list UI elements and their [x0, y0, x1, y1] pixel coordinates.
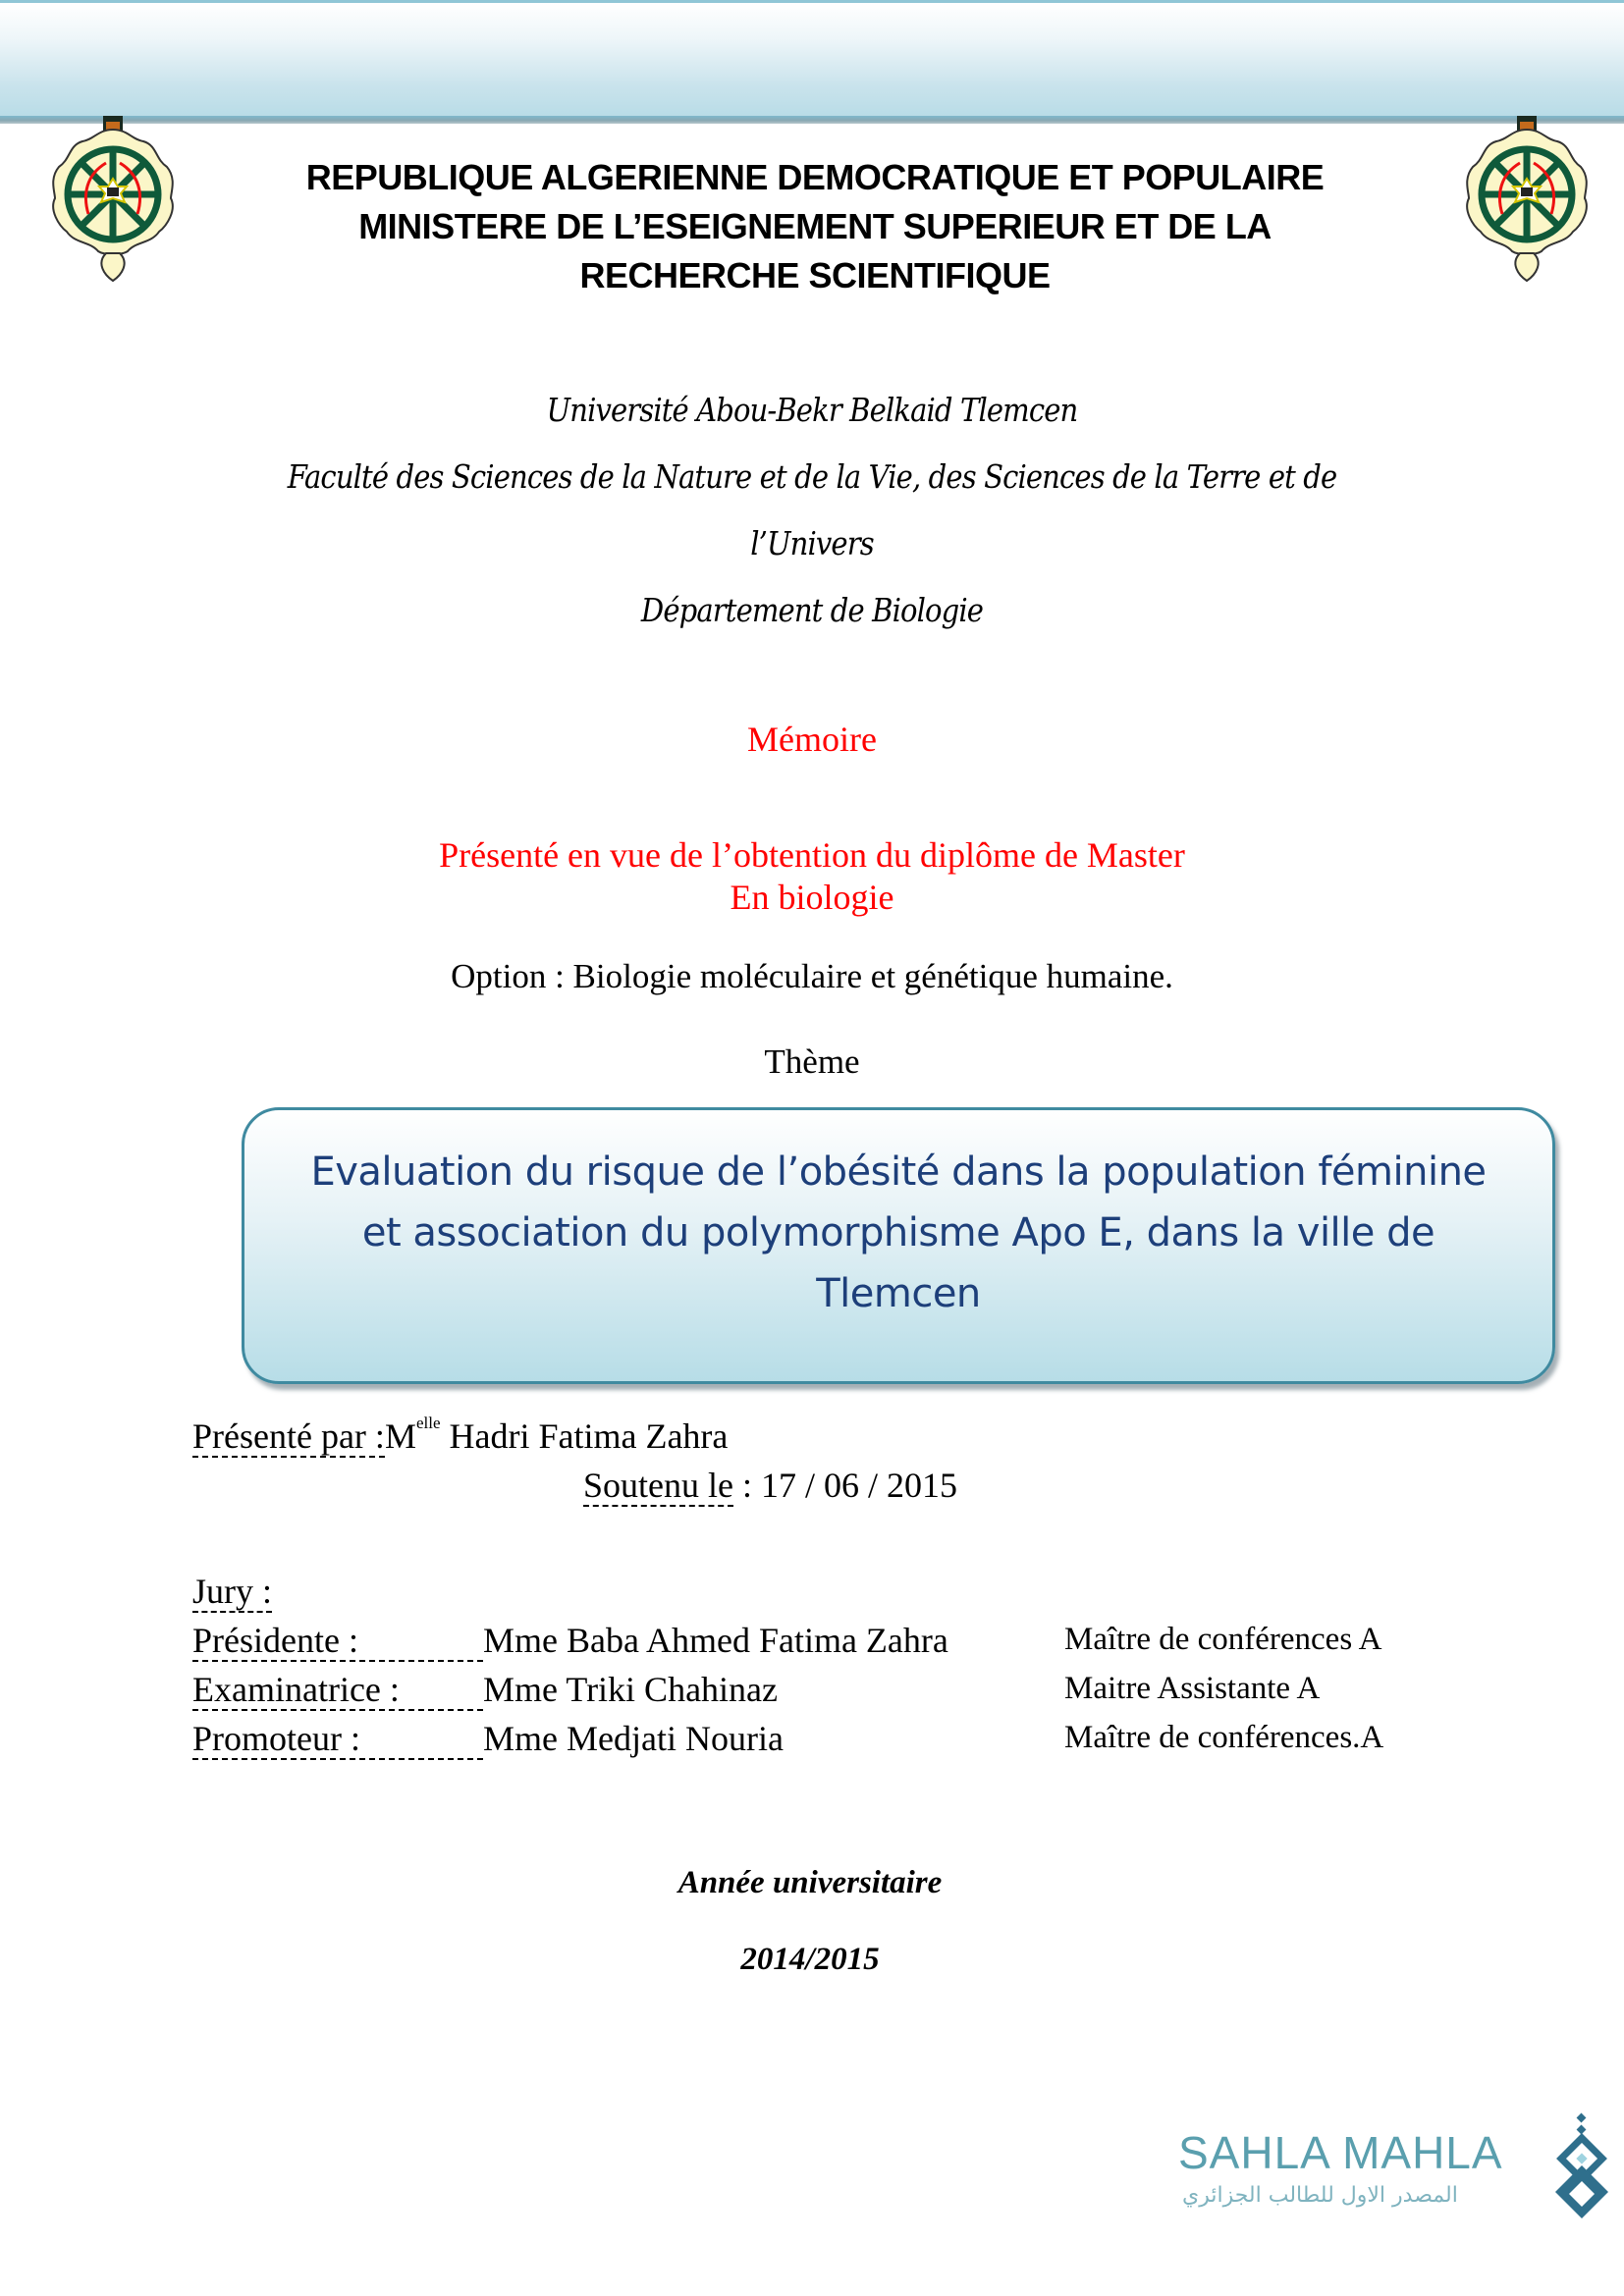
university-emblem-icon: [49, 116, 177, 283]
defended-label: Soutenu le: [583, 1466, 733, 1505]
jury-member: [192, 1665, 779, 1714]
department-name: Département de Biologie: [640, 591, 984, 629]
title-sup: elle: [415, 1414, 441, 1432]
theme-line-2: et association du polymorphisme Apo E, dans la ville de: [361, 1210, 1435, 1255]
jury-name: Mme Medjati Nouria: [483, 1719, 784, 1758]
faculty-name: Faculté des Sciences de la Nature et de la Vie, des Sciences de la Terre et de: [287, 457, 1337, 496]
document-type: Mémoire: [747, 720, 877, 759]
faculty-name-cont: l’Univers: [750, 524, 874, 562]
jury-heading: [192, 1567, 272, 1616]
defense-date: 17 / 06 / 2015: [761, 1466, 958, 1505]
theme-line-3: Tlemcen: [816, 1271, 981, 1316]
degree-purpose: Présenté en vue de l’obtention du diplôme de Master: [439, 835, 1185, 875]
jury-role: Promoteur :: [192, 1719, 483, 1760]
academic-year-value: 2014/2015: [740, 1942, 880, 1977]
ministry-title-cont: RECHERCHE SCIENTIFIQUE: [579, 255, 1051, 295]
title-prefix: M: [384, 1416, 416, 1456]
sahla-mahla-logo-icon: [1547, 2112, 1616, 2220]
sahla-mahla-watermark: [1178, 2118, 1620, 2226]
jury-role: Présidente :: [192, 1621, 483, 1662]
author-name: Hadri Fatima Zahra: [440, 1416, 729, 1456]
jury-name: Mme Triki Chahinaz: [483, 1670, 779, 1709]
jury-member: [192, 1616, 948, 1665]
ministry-title: MINISTERE DE L’ESEIGNEMENT SUPERIEUR ET DE LA: [358, 206, 1272, 246]
jury-grade: Maitre Assistante A: [1064, 1671, 1321, 1706]
academic-year-label: Année universitaire: [677, 1865, 943, 1900]
republic-title: REPUBLIQUE ALGERIENNE DEMOCRATIQUE ET POPULAIRE: [305, 157, 1325, 197]
theme-box: [242, 1107, 1555, 1384]
presented-by-label: Présenté par :: [192, 1416, 385, 1456]
watermark-brand: SAHLA MAHLA: [1178, 2127, 1503, 2178]
option-line: Option : Biologie moléculaire et génétique humaine.: [451, 957, 1173, 995]
university-name: Université Abou-Bekr Belkaid Tlemcen: [546, 391, 1078, 429]
jury-name: Mme Baba Ahmed Fatima Zahra: [483, 1621, 948, 1660]
presented-by: [192, 1415, 728, 1457]
jury-grade: Maître de conférences A: [1064, 1622, 1382, 1657]
jury-grade: Maître de conférences.A: [1064, 1720, 1384, 1755]
jury-role: Examinatrice :: [192, 1670, 483, 1711]
degree-field: En biologie: [730, 878, 894, 917]
jury-label: Jury :: [192, 1572, 272, 1611]
watermark-tagline: المصدر الاول للطالب الجزائري: [1182, 2183, 1458, 2208]
theme-label: Thème: [764, 1042, 860, 1081]
top-banner: [0, 0, 1624, 122]
defense-date-line: [583, 1465, 957, 1506]
banner-shadow: [0, 116, 1624, 124]
separator: :: [732, 1466, 761, 1505]
theme-title: [244, 1142, 1552, 1324]
theme-line-1: Evaluation du risque de l’obésité dans la population féminine: [310, 1149, 1487, 1195]
university-emblem-icon: [1463, 116, 1591, 283]
jury-member: [192, 1714, 784, 1763]
